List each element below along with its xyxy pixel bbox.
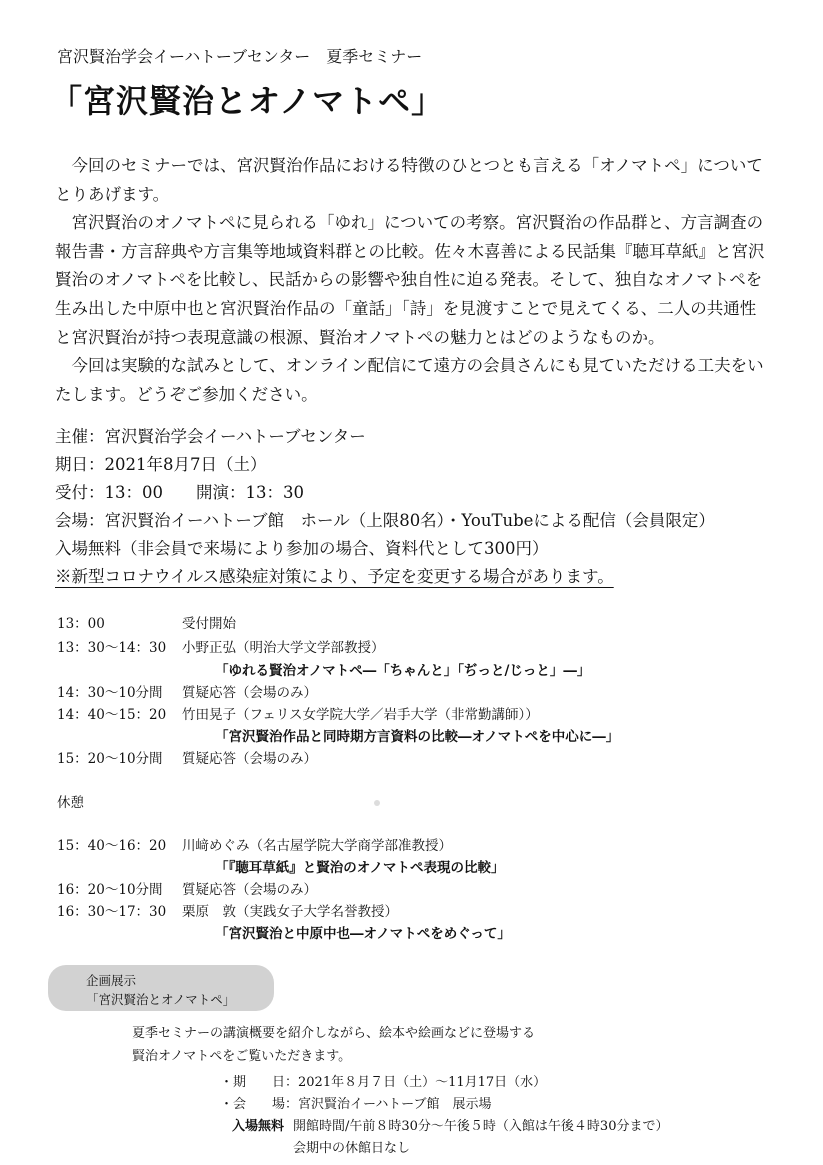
schedule-desc: 受付開始 — [182, 616, 236, 632]
schedule-time: 15：40～16：20 — [57, 838, 167, 854]
schedule-desc: 質疑応答（会場のみ） — [182, 685, 317, 701]
event-venue: 会場：宮沢賢治イーハトーブ館 ホール（上限80名）・YouTubeによる配信（会員限定） — [55, 511, 715, 530]
schedule-time: 14：30～10分間 — [57, 685, 163, 701]
schedule-time: 13：00 — [57, 616, 105, 632]
schedule-desc: 川﨑めぐみ（名古屋学院大学商学部准教授） — [182, 838, 452, 854]
schedule-desc: 質疑応答（会場のみ） — [182, 751, 317, 767]
event-info — [55, 423, 715, 591]
scan-dot — [374, 800, 380, 806]
exhibition-desc: 夏季セミナーの講演概要を紹介しながら、絵本や絵画などに登場する — [132, 1026, 536, 1041]
exhibition-admission: 入場無料 — [232, 1119, 285, 1134]
host: 主催：宮沢賢治学会イーハトーブセンター — [55, 427, 366, 446]
admission: 入場無料（非会員で来場により参加の場合、資料代として300円） — [55, 539, 549, 558]
intro-paragraph: 今回は実験的な試みとして、オンライン配信にて遠方の会員さんにも見ていただける工夫をいたします。どうぞご参加ください。 — [55, 356, 764, 404]
page-title: 「宮沢賢治とオノマトペ」 — [50, 82, 445, 120]
exhibition-hours: 開館時間/午前８時30分～午後５時（入館は午後４時30分まで） — [293, 1119, 669, 1134]
intro-text — [55, 152, 767, 409]
schedule-desc: 質疑応答（会場のみ） — [182, 882, 317, 898]
schedule-desc: 竹田晃子（フェリス女学院大学／岩手大学（非常勤講師）） — [182, 707, 539, 723]
exhibition-title: 「宮沢賢治とオノマトペ」 — [86, 992, 236, 1007]
talk-title: 「『聴耳草紙』と賢治のオノマトペ表現の比較」 — [215, 860, 505, 876]
exhibition-badge — [48, 965, 274, 1011]
schedule-time: 14：40～15：20 — [57, 707, 167, 723]
schedule-time: 16：30～17：30 — [57, 904, 167, 920]
event-times: 受付：13：00 開演：13：30 — [55, 483, 304, 502]
exhibition-venue: ・会 場：宮沢賢治イーハトーブ館 展示場 — [220, 1097, 492, 1112]
exhibition-period: ・期 日：2021年８月７日（土）～11月17日（水） — [220, 1075, 547, 1090]
covid-notice: ※新型コロナウイルス感染症対策により、予定を変更する場合があります。 — [55, 567, 614, 586]
schedule-time: 16：20～10分間 — [57, 882, 163, 898]
schedule-time: 15：20～10分間 — [57, 751, 163, 767]
talk-title: 「宮沢賢治作品と同時期方言資料の比較―オノマトペを中心に―」 — [215, 729, 620, 745]
schedule-time: 13：30～14：30 — [57, 640, 167, 656]
break-label: 休憩 — [57, 795, 84, 811]
event-date: 期日：2021年8月7日（土） — [55, 455, 267, 474]
intro-paragraph: 今回のセミナーでは、宮沢賢治作品における特徴のひとつとも言える「オノマトペ」についてとりあげます。 — [55, 156, 763, 204]
schedule-desc: 栗原 敦（実践女子大学名誉教授） — [182, 904, 398, 920]
exhibition-closed: 会期中の休館日なし — [293, 1141, 411, 1156]
exhibition-label: 企画展示 — [86, 973, 137, 988]
talk-title: 「宮沢賢治と中原中也―オノマトペをめぐって」 — [215, 926, 511, 942]
exhibition-desc: 賢治オノマトペをご覧いただきます。 — [132, 1049, 352, 1064]
talk-title: 「ゆれる賢治オノマトペ―「ちゃんと」「ぢっと/じっと」―」 — [215, 663, 591, 679]
intro-paragraph: 宮沢賢治のオノマトペに見られる「ゆれ」についての考察。宮沢賢治の作品群と、方言調査の報告書・方言辞典や方言集等地域資料群との比較。佐々木喜善による民話集『聴耳草紙』と宮沢賢治のオノマトペを比較し、民話からの影響や独自性に迫る発表。そして、独自なオノマトペを生み出した中原中也と宮沢賢治作品の「童話」「詩」を見渡すことで見えてくる、二人の共通性と宮沢賢治が持つ表現意識の根源、賢治オノマトペの魅力とはどのようなものか。 — [55, 213, 765, 347]
organizer-line: 宮沢賢治学会イーハトーブセンター 夏季セミナー — [57, 47, 423, 66]
schedule-desc: 小野正弘（明治大学文学部教授） — [182, 640, 385, 656]
